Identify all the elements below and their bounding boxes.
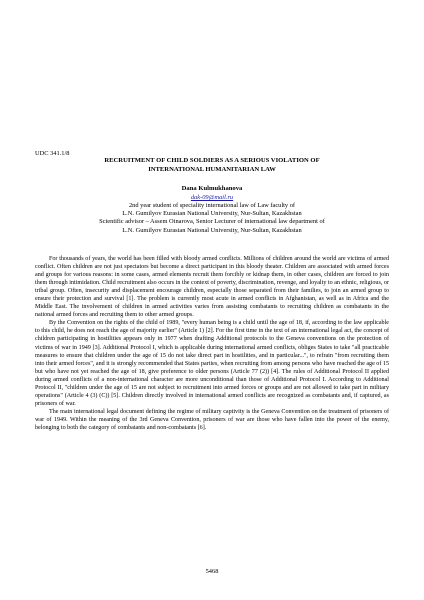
title-line-1: RECRUITMENT OF CHILD SOLDIERS AS A SERIOUS VIOLATION OF bbox=[104, 157, 320, 164]
article-title bbox=[40, 157, 384, 174]
body-paragraph-1: For thousands of years, the world has been filled with bloody armed conflicts. Millions of children around the world are victims of armed conflict. Often children are not just spectators but become a direct participant in this bloody theater. Children are associated with armed forces and groups for various reasons: in some cases, armed elements recruit them forcibly or kidnap them, in other cases, children are forced to join them through intimidation. Child recruitment also occurs in the context of poverty, discrimination, revenge, and loyalty to an ethnic, religious, or tribal group. Often, insecurity and displacement encourage children, especially those separated from their families, to join an armed group to ensure their protection and survival [1]. The problem is currently most acute in armed conflicts in Afghanistan, as well as in Africa and the Middle East. The involvement of children in armed activities varies from assisting combatants to recruiting children as combatants in the national armed forces and recruiting them to other armed groups. bbox=[35, 256, 389, 319]
author-name: Dana Kulmukhanova bbox=[181, 185, 243, 192]
body-paragraph-3: The main international legal document defining the regime of military captivity is the Geneva Convention on the treatment of prisoners of war of 1949. Within the meaning of the 3rd Geneva Convention, prisoners of war are those who have fallen into the power of the enemy, belonging to both the category of combatants and non-combatants [6]. bbox=[35, 408, 389, 431]
affiliation-line-1: 2nd year student of speciality international law of Law faculty of bbox=[128, 202, 296, 209]
article-body bbox=[35, 255, 389, 432]
affiliation-line-2: L.N. Gumilyov Eurasian National University, Nur-Sultan, Kazakhstan bbox=[122, 210, 302, 218]
affiliation-block bbox=[40, 202, 384, 235]
body-paragraph-2: By the Convention on the rights of the child of 1989, "every human being is a child until the age of 18, if, according to the law applicable to this child, he does not reach the age of majority earlier" (Article 1) [2]. For the first time in the text of an international legal act, the concept of children participating in hostilities appears only in 1977 when drafting Additional protocols to the Geneva conventions on the protection of victims of war in 1949 [3]. Additional Protocol I, which is applicable during international armed conflicts, obliges States to take "all practicable measures to ensure that children under the age of 15 do not take direct part in hostilities, and in particular...", to refrain "from recruiting them into their armed forces", and it is strongly recommended that States parties, when recruiting from among persons who have reached the age of 15 but who have not yet reached the age of 18, give preference to older persons (Article 77 (2)) [4]. The rules of Additional Protocol II applied during armed conflicts of a non-international character are more unconditional than those of Additional Protocol I. According to Additional Protocol II, "children under the age of 15 are not subject to recruitment into armed forces or groups and are not allowed to take part in military operations" (Article 4 (3) (C)) [5]. Children directly involved in international armed conflicts are recognized as combatants and, if captured, as prisoners of war. bbox=[35, 320, 389, 407]
affiliation-line-4: L.N. Gumilyov Eurasian National University, Nur-Sultan, Kazakhstan bbox=[122, 226, 302, 234]
title-line-2: INTERNATIONAL HUMANITARIAN LAW bbox=[148, 165, 276, 173]
affiliation-line-3: Scientific advisor – Assem Oinarova, Senior Lecturer of international law department of bbox=[99, 218, 325, 226]
page-number: 5468 bbox=[205, 568, 219, 575]
udc-code: UDC 341.1/8 bbox=[35, 150, 70, 157]
author-email-link[interactable]: dak-09@mail.ru bbox=[190, 194, 234, 201]
